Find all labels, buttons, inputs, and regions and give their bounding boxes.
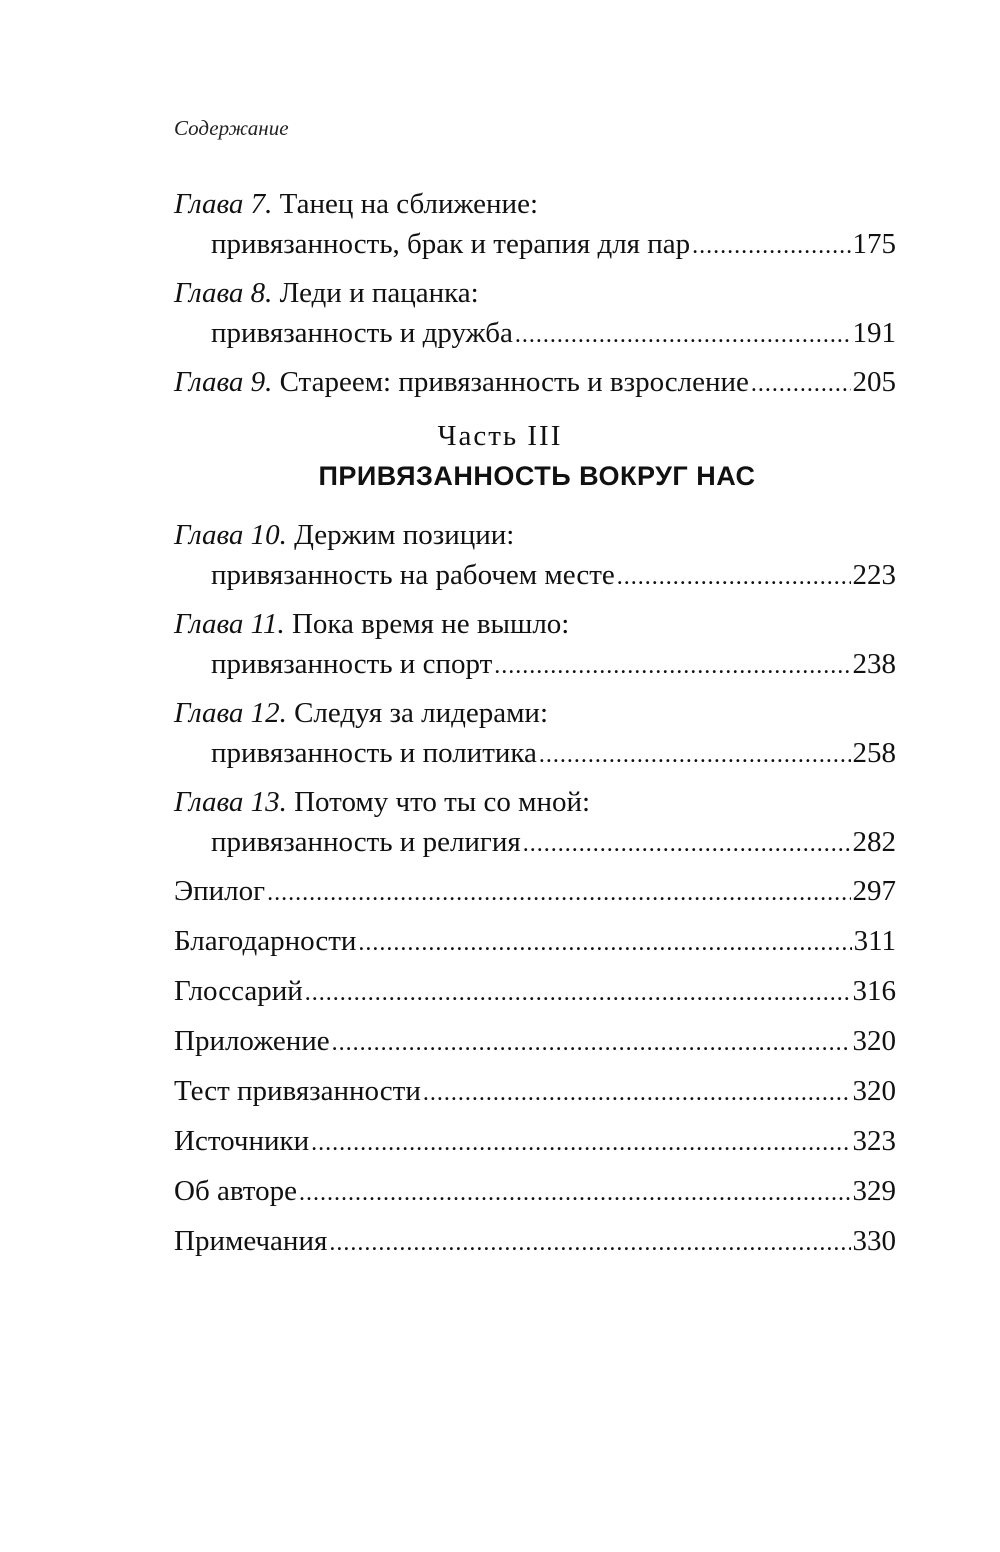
running-head: Содержание [174,116,289,140]
chapter-subtitle: привязанность и дружба [211,317,513,349]
toc-entry [174,1171,896,1213]
toc-entry [174,971,896,1013]
chapter-number: Глава 11. [174,608,285,640]
chapter-title: Стареем: привязанность и взросление [279,366,749,398]
page-number: 238 [852,648,896,680]
chapter-title: Глоссарий [174,975,303,1007]
dot-leader [617,557,851,597]
chapter-title: Леди и пацанка: [279,277,479,309]
dot-leader [692,226,850,266]
chapter-subtitle: привязанность и спорт [211,648,493,680]
dot-leader [423,1073,851,1113]
page-number: 297 [852,875,896,907]
toc-entry-line [174,362,896,404]
toc-entry-heading [174,515,896,555]
page-number: 311 [853,925,896,957]
toc-entry-heading [174,921,356,961]
chapter-title: Благодарности [174,925,357,957]
chapter-subtitle: привязанность и политика [211,737,537,769]
toc-entry [174,1121,896,1163]
dot-leader [539,735,851,775]
dot-leader [267,873,850,913]
toc-entry-heading [174,871,265,911]
part-label: Часть III [437,420,563,452]
toc-entry-heading [174,362,749,402]
chapter-subtitle: привязанность и религия [211,826,521,858]
toc-entry-line [174,555,896,597]
toc-entry [174,1071,896,1113]
toc-entry [174,782,896,864]
toc-entry-heading [174,1021,330,1061]
toc-entry-line [174,644,896,686]
page-number: 282 [852,826,896,858]
chapter-number: Глава 9. [174,366,273,398]
chapter-title: Примечания [174,1225,328,1257]
toc-entry-line [174,1021,896,1063]
chapter-title: Приложение [174,1025,330,1057]
toc-entry-heading [174,1171,297,1211]
toc-entry-line [174,871,896,913]
toc-entry-line [174,1171,896,1213]
toc-entry-line [174,822,896,864]
chapter-number: Глава 10. [174,519,287,551]
toc-entry [174,871,896,913]
page-number: 330 [852,1225,896,1257]
page-number: 316 [852,975,896,1007]
toc-entry [174,273,896,355]
toc-entry [174,362,896,404]
toc-entry-heading [174,184,896,224]
dot-leader [358,923,851,963]
dot-leader [523,824,851,864]
chapter-number: Глава 13. [174,786,287,818]
page-number: 191 [852,317,896,349]
dot-leader [305,973,851,1013]
toc-block-1 [174,184,896,412]
chapter-number: Глава 8. [174,277,273,309]
toc-entry [174,184,896,266]
page-number: 175 [852,228,896,260]
page-number: 223 [852,559,896,591]
chapter-title: Потому что ты со мной: [294,786,591,818]
page-number: 320 [852,1025,896,1057]
page-number: 323 [852,1125,896,1157]
toc-entry-heading [174,604,896,644]
toc-entry-heading [174,1221,327,1261]
toc-entry [174,1021,896,1063]
page-number: 329 [852,1175,896,1207]
toc-entry [174,1221,896,1263]
toc-entry-line [174,1221,896,1263]
page-number: 258 [852,737,896,769]
toc-entry [174,515,896,597]
chapter-number: Глава 12. [174,697,287,729]
chapter-title: Держим позиции: [294,519,515,551]
dot-leader [494,646,850,686]
toc-entry-line [174,224,896,266]
page-number: 205 [852,366,896,398]
toc-entry-line [174,1071,896,1113]
chapter-subtitle: привязанность на рабочем месте [211,559,615,591]
toc-entry-heading [174,1071,421,1111]
toc-entry [174,921,896,963]
chapter-subtitle: привязанность, брак и терапия для пар [211,228,691,260]
chapter-title: Об авторе [174,1175,297,1207]
page-number: 320 [852,1075,896,1107]
dot-leader [311,1123,850,1163]
chapter-title: Танец на сближение: [279,188,539,220]
toc-entry [174,604,896,686]
chapter-title: Тест привязанности [174,1075,421,1107]
toc-entry-heading [174,1121,309,1161]
dot-leader [299,1173,851,1213]
toc-entry-heading [174,693,896,733]
dot-leader [332,1023,851,1063]
chapter-title: Следуя за лидерами: [294,697,549,729]
dot-leader [329,1223,850,1263]
chapter-title: Эпилог [174,875,266,907]
toc-entry-heading [174,273,896,313]
toc-block-2 [174,515,896,1271]
toc-entry-line [174,921,896,963]
toc-entry-heading [174,971,303,1011]
toc-entry-line [174,1121,896,1163]
chapter-title: Пока время не вышло: [291,608,570,640]
chapter-title: Источники [174,1125,310,1157]
toc-entry-line [174,971,896,1013]
toc-entry [174,693,896,775]
toc-entry-line [174,313,896,355]
chapter-number: Глава 7. [174,188,273,220]
toc-entry-line [174,733,896,775]
toc-entry-heading [174,782,896,822]
dot-leader [515,315,851,355]
dot-leader [751,364,851,404]
part-title: ПРИВЯЗАННОСТЬ ВОКРУГ НАС [318,461,756,491]
